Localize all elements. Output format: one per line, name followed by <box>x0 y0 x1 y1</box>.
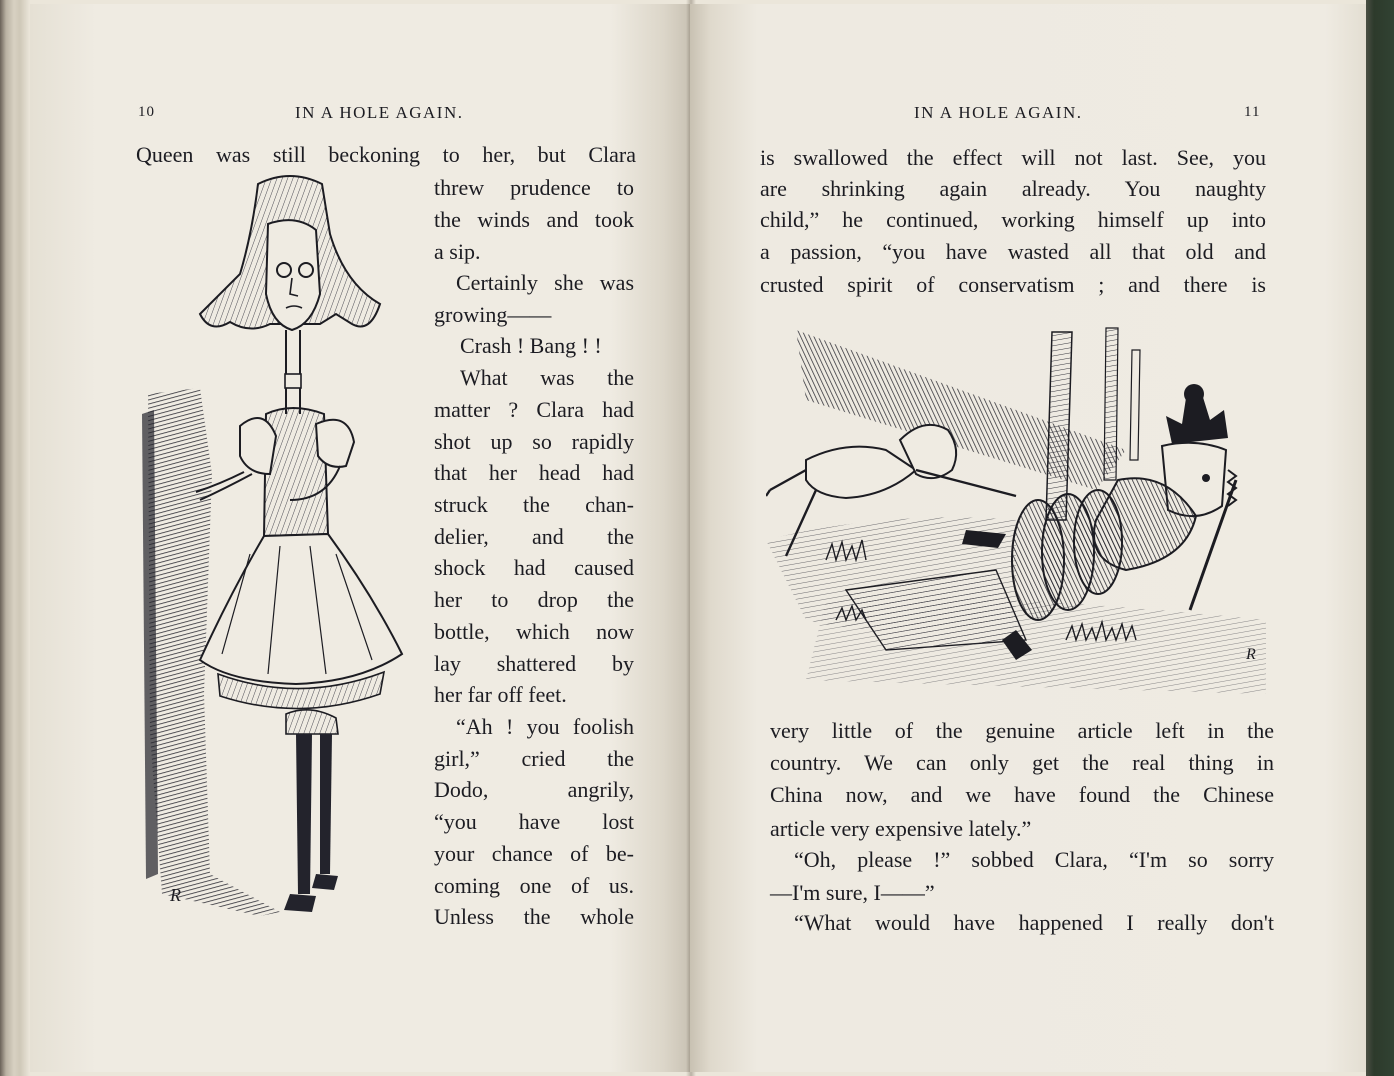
queen-running-illustration <box>766 320 1276 694</box>
right-line: are shrinking again already. You naughty <box>760 176 1266 201</box>
left-line: lay shattered by <box>434 651 634 676</box>
left-line: “you have lost <box>434 809 634 834</box>
left-first-line: Queen was still beckoning to her, but Clara <box>136 142 636 167</box>
left-line: girl,” cried the <box>434 746 634 771</box>
left-line: the winds and took <box>434 207 634 232</box>
left-line: struck the chan- <box>434 492 634 517</box>
left-line: “Ah ! you foolish <box>456 714 634 739</box>
left-running-head: IN A HOLE AGAIN. <box>295 103 464 122</box>
left-line: delier, and the <box>434 524 634 549</box>
right-running-head: IN A HOLE AGAIN. <box>914 103 1083 122</box>
left-line: shot up so rapidly <box>434 429 634 454</box>
right-line: very little of the genuine article left in the <box>770 718 1274 743</box>
right-line: China now, and we have found the Chinese <box>770 782 1274 807</box>
left-line: Crash ! Bang ! ! <box>460 333 602 358</box>
left-line: Certainly she was <box>456 270 634 295</box>
right-page <box>690 4 1366 1072</box>
right-line: is swallowed the effect will not last. See, you <box>760 145 1266 170</box>
right-line: child,” he continued, working himself up into <box>760 207 1266 232</box>
left-line: matter ? Clara had <box>434 397 634 422</box>
right-line: crusted spirit of conservatism ; and there is <box>760 272 1266 297</box>
left-line: her far off feet. <box>434 682 567 707</box>
left-line: Dodo, angrily, <box>434 777 634 802</box>
right-line: “What would have happened I really don't <box>794 910 1274 935</box>
right-line: a passion, “you have wasted all that old and <box>760 239 1266 264</box>
left-line: threw prudence to <box>434 175 634 200</box>
left-page-number: 10 <box>138 104 155 120</box>
left-line: that her head had <box>434 460 634 485</box>
left-page <box>30 4 690 1072</box>
left-line: Unless the whole <box>434 904 634 929</box>
left-line: shock had caused <box>434 555 634 580</box>
left-line: bottle, which now <box>434 619 634 644</box>
right-monogram: R <box>1246 646 1256 663</box>
left-line: a sip. <box>434 239 481 264</box>
right-line: country. We can only get the real thing in <box>770 750 1274 775</box>
tall-girl-illustration <box>140 174 430 934</box>
right-line: article very expensive lately.” <box>770 816 1032 841</box>
right-line: —I'm sure, I——” <box>770 880 935 905</box>
left-line: your chance of be- <box>434 841 634 866</box>
right-line: “Oh, please !” sobbed Clara, “I'm so sorry <box>794 847 1274 872</box>
left-monogram: R <box>170 885 181 905</box>
right-page-number: 11 <box>1244 104 1261 120</box>
left-line: coming one of us. <box>434 873 634 898</box>
book-cover-edge <box>1366 0 1394 1076</box>
left-line: her to drop the <box>434 587 634 612</box>
left-line: growing—— <box>434 302 552 327</box>
left-line: What was the <box>460 365 634 390</box>
